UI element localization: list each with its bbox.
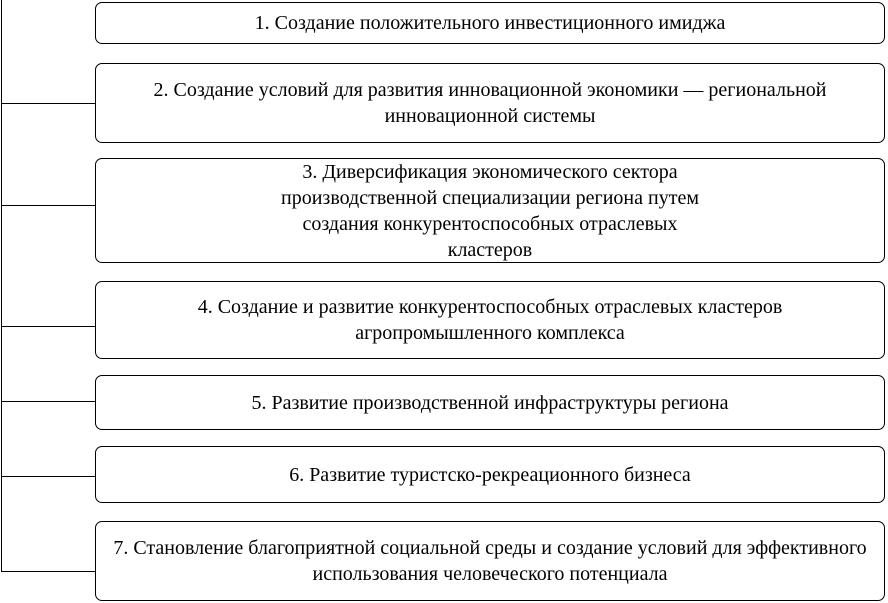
- diagram-box-6: [95, 446, 885, 503]
- diagram-box-1: [95, 2, 885, 44]
- diagram-box-4-text: 4. Создание и развитие конкурентоспособных отраслевых кластеров агропромышленного комплекса: [197, 296, 783, 344]
- connector-line-3: [1, 205, 96, 206]
- diagram-box-6-text: 6. Развитие туристско-рекреационного бизнеса: [289, 463, 691, 486]
- diagram-box-4: [95, 281, 885, 359]
- diagram-box-5-text: 5. Развитие производственной инфраструктуры региона: [251, 391, 729, 414]
- diagram-spine-line: [1, 0, 2, 571]
- connector-line-6: [1, 476, 96, 477]
- diagram-box-2: [95, 63, 885, 143]
- connector-line-5: [1, 401, 96, 402]
- connector-line-4: [1, 326, 96, 327]
- diagram-box-7-text: 7. Становление благоприятной социальной среды и создание условий для эффективного использования человеческого потенциала: [113, 537, 867, 585]
- diagram-box-1-text: 1. Создание положительного инвестиционного имиджа: [254, 12, 726, 34]
- diagram-box-3-text: 3. Диверсификация экономического сектора производственной специализации региона путем создания конкурентоспособных отраслевых кластеров: [281, 160, 699, 261]
- diagram-box-2-text: 2. Создание условий для развития инновационной экономики — региональной инновационной системы: [153, 79, 827, 127]
- diagram-box-3: [95, 158, 885, 263]
- diagram-box-7: [95, 521, 885, 601]
- connector-line-2: [1, 103, 96, 104]
- diagram-box-5: [95, 375, 885, 430]
- connector-line-7: [1, 571, 96, 572]
